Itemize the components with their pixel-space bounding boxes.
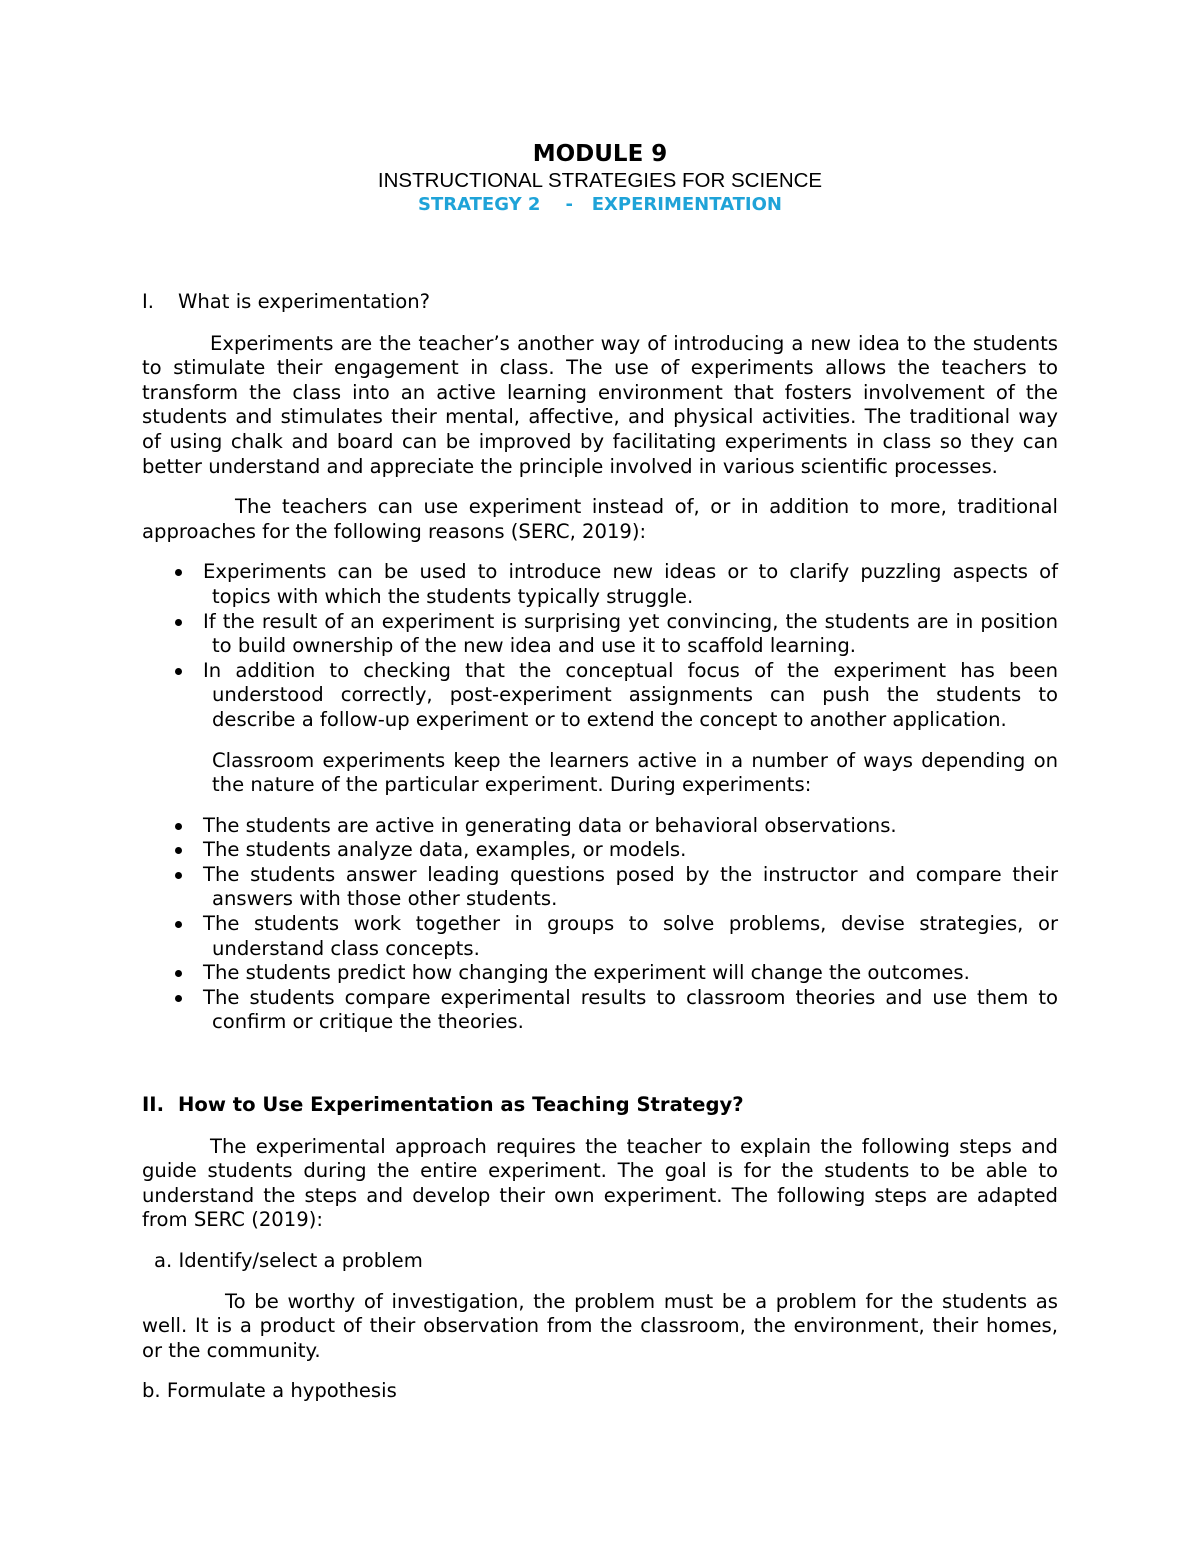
list-item: The students analyze data, examples, or models. xyxy=(142,838,1058,863)
strategy-heading: STRATEGY 2 - EXPERIMENTATION xyxy=(418,194,782,215)
list-item: The students are active in generating data or behavioral observations. xyxy=(142,814,1058,839)
section-1-paragraph-3: Classroom experiments keep the learners active in a number of ways depending on the nature of the particular experiment. During experiments: xyxy=(212,748,1058,797)
step-a-heading: a. Identify/select a problem xyxy=(154,1249,423,1272)
list-item: The students work together in groups to solve problems, devise strategies, or understand class concepts. xyxy=(142,912,1058,961)
during-experiments-list xyxy=(142,814,1058,1035)
title-block xyxy=(142,140,1058,217)
step-b-heading: b. Formulate a hypothesis xyxy=(142,1379,397,1403)
bullet-icon xyxy=(175,847,182,854)
step-a-paragraph: To be worthy of investigation, the problem must be a problem for the students as well. It is a product of their observation from the classroom, the environment, their homes, or the community. xyxy=(142,1289,1058,1362)
bullet-icon xyxy=(175,970,182,977)
bullet-icon xyxy=(175,995,182,1002)
section-1-title: What is experimentation? xyxy=(178,290,431,313)
section-1-number: I. xyxy=(142,290,155,313)
section-1-paragraph-1: Experiments are the teacher’s another way of introducing a new idea to the students to stimulate their engagement in class. The use of experiments allows the teachers to transform the class into an active learning environment that fosters involvement of the students and stimulates their mental, affective, and physical activities. The traditional way of using chalk and board can be improved by facilitating experiments in class so they can better understand and appreciate the principle involved in various scientific processes. xyxy=(142,331,1058,478)
bullet-icon xyxy=(175,823,182,830)
list-item: In addition to checking that the conceptual focus of the experiment has been understood correctly, post-experiment assignments can push the students to describe a follow-up experiment or to extend the concept to another application. xyxy=(142,659,1058,733)
reasons-list xyxy=(142,560,1058,732)
bullet-icon xyxy=(175,668,182,675)
list-item: Experiments can be used to introduce new ideas or to clarify puzzling aspects of topics with which the students typically struggle. xyxy=(142,560,1058,609)
module-subtitle: INSTRUCTIONAL STRATEGIES FOR SCIENCE xyxy=(377,169,823,192)
list-item: The students answer leading questions posed by the instructor and compare their answers with those other students. xyxy=(142,863,1058,912)
bullet-icon xyxy=(175,619,182,626)
section-2-title: How to Use Experimentation as Teaching Strategy? xyxy=(178,1093,744,1117)
bullet-icon xyxy=(175,872,182,879)
document-page xyxy=(142,140,1058,1404)
bullet-icon xyxy=(175,921,182,928)
section-2-number: II. xyxy=(142,1093,165,1117)
list-item: If the result of an experiment is surprising yet convincing, the students are in position to build ownership of the new idea and use it to scaffold learning. xyxy=(142,610,1058,659)
section-2-paragraph-1: The experimental approach requires the teacher to explain the following steps and guide students during the entire experiment. The goal is for the students to be able to understand the steps and develop their own experiment. The following steps are adapted from SERC (2019): xyxy=(142,1134,1058,1232)
module-title: MODULE 9 xyxy=(532,141,668,167)
section-1-paragraph-2: The teachers can use experiment instead of, or in addition to more, traditional approaches for the following reasons (SERC, 2019): xyxy=(142,495,1058,543)
section-2-heading xyxy=(142,1093,1058,1118)
list-item: The students compare experimental results to classroom theories and use them to confirm or critique the theories. xyxy=(142,986,1058,1035)
bullet-icon xyxy=(175,569,182,576)
section-1-heading xyxy=(142,290,1058,315)
list-item: The students predict how changing the experiment will change the outcomes. xyxy=(142,961,1058,986)
